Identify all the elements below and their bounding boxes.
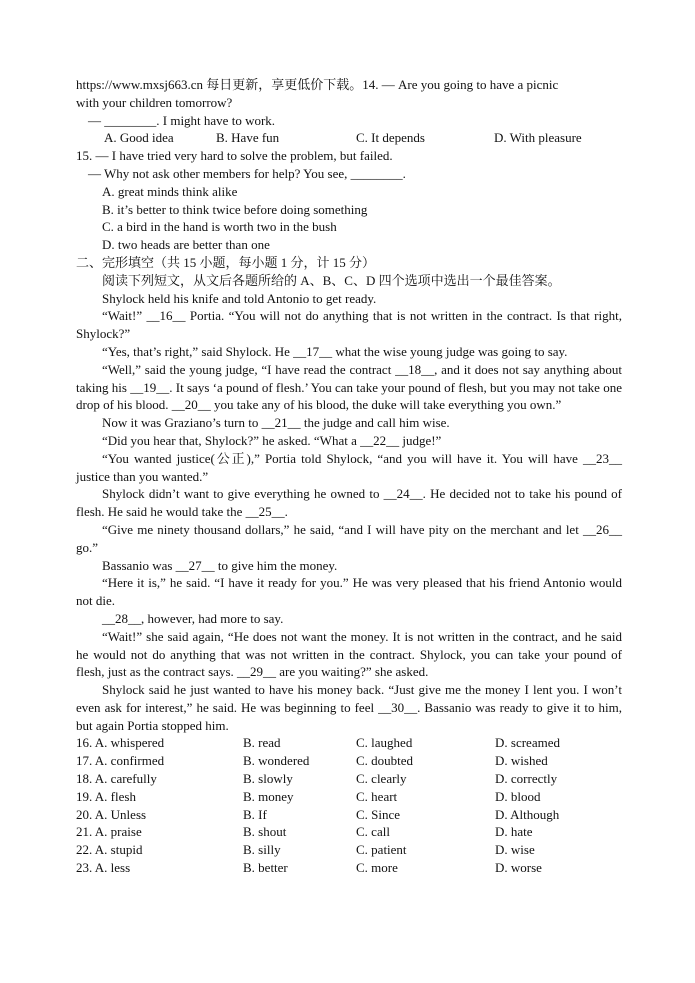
q14-option-a: A. Good idea xyxy=(104,130,174,146)
q14-option-c: C. It depends xyxy=(356,130,425,146)
answer-row-23 xyxy=(76,859,622,877)
answer-20-d: D. Although xyxy=(495,806,560,822)
passage-para-6: “Did you hear that, Shylock?” he asked. “What a __22__ judge!” xyxy=(102,432,442,448)
answer-21-d: D. hate xyxy=(495,824,533,840)
answer-23-a: 23. A. less xyxy=(76,860,131,876)
answer-row-21 xyxy=(76,823,622,841)
q15-line1: 15. — I have tried very hard to solve the problem, but failed. xyxy=(76,148,393,164)
passage-para-7: “You wanted justice(公正),” Portia told Shylock, “and you will have it. You will have __23__ justice than you wanted.” xyxy=(76,450,622,484)
answer-22-a: 22. A. stupid xyxy=(76,842,143,858)
answer-row-18 xyxy=(76,770,622,788)
q15-line2: — Why not ask other members for help? You see, ________. xyxy=(88,165,406,181)
passage-para-12: __28__, however, had more to say. xyxy=(102,610,284,626)
answer-16-a: 16. A. whispered xyxy=(76,735,165,751)
passage-para-3: “Yes, that’s right,” said Shylock. He __17__ what the wise young judge was going to say. xyxy=(102,343,568,359)
q14-option-b: B. Have fun xyxy=(216,130,280,146)
q14-options xyxy=(76,129,622,147)
answer-row-19 xyxy=(76,788,622,806)
q15-option-c: C. a bird in the hand is worth two in the bush xyxy=(102,219,337,235)
answer-23-c: C. more xyxy=(356,860,398,876)
header-line: https://www.mxsj663.cn 每日更新，享更低价下载。14. — Are you going to have a picnic xyxy=(76,77,559,92)
answer-19-c: C. heart xyxy=(356,788,398,804)
passage-para-8: Shylock didn’t want to give everything he owned to __24__. He decided not to take his pound of flesh. He said he would take the __25__. xyxy=(76,486,622,520)
answer-17-b: B. wondered xyxy=(243,753,310,769)
answer-21-b: B. shout xyxy=(243,824,287,840)
answer-21-c: C. call xyxy=(356,824,390,840)
answer-18-b: B. slowly xyxy=(243,771,293,787)
passage-para-4: “Well,” said the young judge, “I have read the contract __18__, and it does not say anything about taking his __19__. It says ‘a pound of flesh.’ You can take your pound of flesh, but you may not take one drop of his blood. __20__ you take any of his blood, the duke will take everything you own.” xyxy=(76,361,622,413)
passage-para-2: “Wait!” __16__ Portia. “You will not do anything that is not written in the contract. Is that right, Shylock?” xyxy=(76,308,622,342)
q14-option-d: D. With pleasure xyxy=(494,130,582,146)
q15-option-a: A. great minds think alike xyxy=(102,183,238,199)
q15-option-b: B. it’s better to think twice before doing something xyxy=(102,201,368,217)
answer-22-b: B. silly xyxy=(243,842,281,858)
answer-22-d: D. wise xyxy=(495,842,535,858)
section-title: 二、完形填空（共 15 小题，每小题 1 分，计 15 分） xyxy=(76,254,376,270)
answer-row-16 xyxy=(76,734,622,752)
answer-23-d: D. worse xyxy=(495,860,542,876)
answer-options xyxy=(76,734,622,876)
answer-19-a: 19. A. flesh xyxy=(76,788,136,804)
q14-answer-line: — ________. I might have to work. xyxy=(88,112,276,128)
answer-row-17 xyxy=(76,752,622,770)
passage-para-5: Now it was Graziano’s turn to __21__ the judge and call him wise. xyxy=(102,415,450,431)
passage-para-1: Shylock held his knife and told Antonio to get ready. xyxy=(102,290,377,306)
answer-row-20 xyxy=(76,806,622,824)
answer-17-a: 17. A. confirmed xyxy=(76,753,165,769)
answer-18-a: 18. A. carefully xyxy=(76,771,157,787)
answer-16-c: C. laughed xyxy=(356,735,413,751)
answer-19-d: D. blood xyxy=(495,788,541,804)
answer-21-a: 21. A. praise xyxy=(76,824,142,840)
section-instruction: 阅读下列短文，从文后各题所给的 A、B、C、D 四个选项中选出一个最佳答案。 xyxy=(102,272,561,288)
answer-19-b: B. money xyxy=(243,788,294,804)
q14-continuation: with your children tomorrow? xyxy=(76,94,233,110)
passage-para-11: “Here it is,” he said. “I have it ready for you.” He was very pleased that his friend Antonio would not die. xyxy=(76,575,622,609)
answer-16-b: B. read xyxy=(243,735,281,751)
passage-para-9: “Give me ninety thousand dollars,” he said, “and I will have pity on the merchant and let __26__ go.” xyxy=(76,521,622,555)
answer-18-c: C. clearly xyxy=(356,771,407,787)
answer-23-b: B. better xyxy=(243,860,288,876)
answer-22-c: C. patient xyxy=(356,842,407,858)
answer-17-d: D. wished xyxy=(495,753,548,769)
answer-20-b: B. If xyxy=(243,806,267,822)
answer-18-d: D. correctly xyxy=(495,771,558,787)
passage-para-13: “Wait!” she said again, “He does not want the money. It is not written in the contract, and he said he would not do anything that was not written in the contract. Shylock, you can take your pound of flesh, just as the contract says. __29__ are you waiting?” she asked. xyxy=(76,628,622,680)
q15-option-d: D. two heads are better than one xyxy=(102,237,270,253)
answer-20-a: 20. A. Unless xyxy=(76,806,147,822)
answer-16-d: D. screamed xyxy=(495,735,560,751)
answer-17-c: C. doubted xyxy=(356,753,414,769)
passage-para-14: Shylock said he just wanted to have his money back. “Just give me the money I lent you. I won’t even ask for interest,” he said. He was beginning to feel __30__. Bassanio was ready to give it to him, but again Portia stopped him. xyxy=(76,682,622,733)
answer-row-22 xyxy=(76,841,622,859)
answer-20-c: C. Since xyxy=(356,806,401,822)
passage-para-10: Bassanio was __27__ to give him the money. xyxy=(102,557,338,573)
